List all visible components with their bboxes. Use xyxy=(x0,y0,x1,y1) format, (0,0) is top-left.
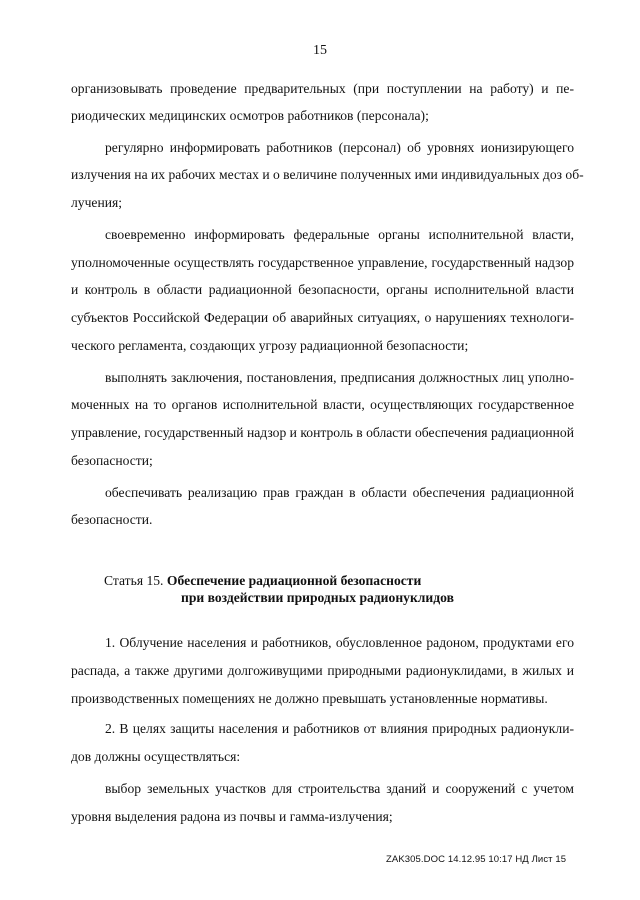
page-number: 15 xyxy=(313,43,327,58)
text-line: распада, а также другими долгоживущими природными радионуклидами, в жилых и xyxy=(71,663,574,678)
text-line: риодических медицинских осмотров работников (персонала); xyxy=(71,108,429,123)
text-line: организовывать проведение предварительных (при поступлении на работу) и пе- xyxy=(71,81,574,96)
text-line: безопасности. xyxy=(71,512,153,527)
text-line: выполнять заключения, постановления, предписания должностных лиц уполно- xyxy=(105,370,574,385)
text-line: субъектов Российской Федерации об аварийных ситуациях, о нарушениях технологи- xyxy=(71,310,574,325)
text-line: обеспечивать реализацию прав граждан в области обеспечения радиационной xyxy=(105,485,574,500)
text-line: управление, государственный надзор и контроль в области обеспечения радиационной xyxy=(71,425,574,440)
article-title-line1: Обеспечение радиационной безопасности xyxy=(166,573,422,588)
article-title-line2: при воздействии природных радионуклидов xyxy=(181,590,454,605)
article-heading xyxy=(104,572,421,590)
text-line: своевременно информировать федеральные органы исполнительной власти, xyxy=(105,227,574,242)
text-line: выбор земельных участков для строительства зданий и сооружений с учетом xyxy=(105,781,574,796)
text-line: безопасности; xyxy=(71,453,153,468)
text-line: лучения; xyxy=(71,195,123,210)
text-line: уровня выделения радона из почвы и гамма-излучения; xyxy=(71,809,393,824)
text-line: излучения на их рабочих местах и о величине полученных ими индивидуальных доз об- xyxy=(71,167,584,182)
text-line: уполномоченные осуществлять государственное управление, государственный надзор xyxy=(71,255,574,270)
text-line: и контроль в области радиационной безопасности, органы исполнительной власти xyxy=(71,282,574,297)
text-line: моченных на то органов исполнительной власти, осуществляющих государственное xyxy=(71,397,574,412)
text-line: 2. В целях защиты населения и работников от влияния природных радионукли- xyxy=(105,721,574,736)
article-label: Статья 15. xyxy=(104,573,164,588)
page-footer: ZAK305.DOC 14.12.95 10:17 НД Лист 15 xyxy=(386,854,567,865)
text-line: регулярно информировать работников (персонал) об уровнях ионизирующего xyxy=(105,140,574,155)
text-line: дов должны осуществляться: xyxy=(71,749,241,764)
text-line: производственных помещениях не должно превышать установленные нормативы. xyxy=(71,691,548,706)
text-line: 1. Облучение населения и работников, обусловленное радоном, продуктами его xyxy=(105,635,574,650)
text-line: ческого регламента, создающих угрозу радиационной безопасности; xyxy=(71,338,469,353)
article-heading-cont xyxy=(181,589,454,607)
